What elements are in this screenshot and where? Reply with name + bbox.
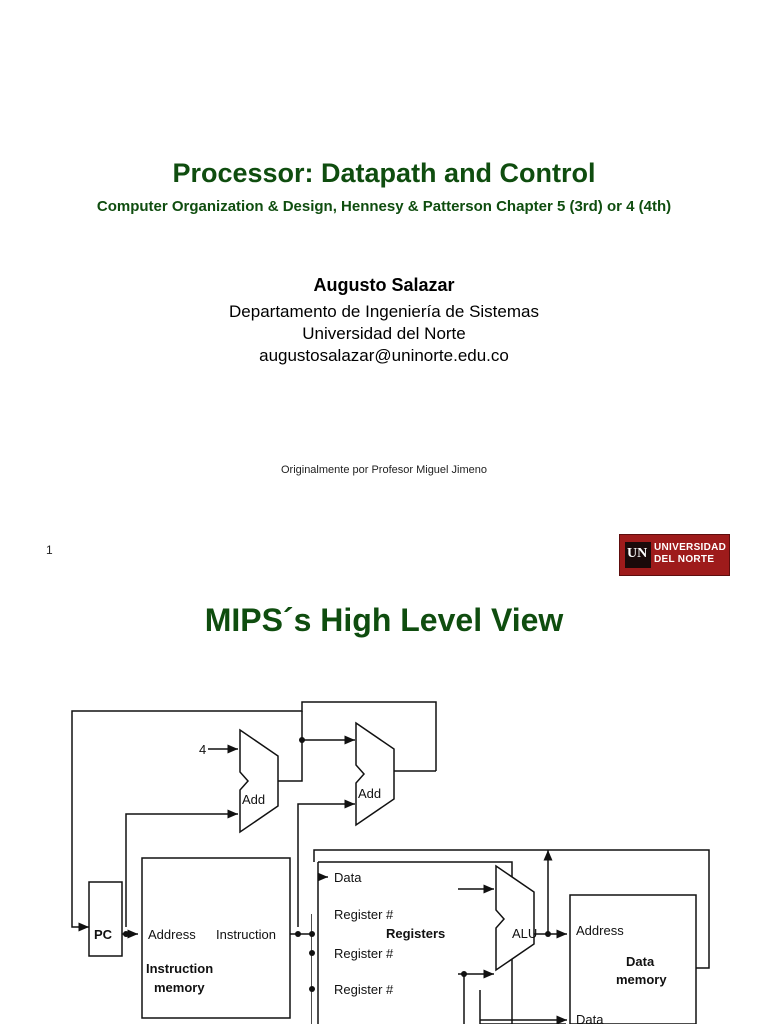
junction-6 — [309, 986, 315, 992]
department: Departamento de Ingeniería de Sistemas — [229, 302, 539, 321]
add2-label: Add — [358, 786, 382, 801]
university: Universidad del Norte — [302, 324, 466, 343]
dmem-title-line1: Data — [626, 954, 655, 969]
slide2-title: MIPS´s High Level View — [204, 602, 564, 638]
junction-3 — [295, 931, 301, 937]
junction-2 — [123, 931, 129, 937]
imem-instruction-label: Instruction — [216, 927, 276, 942]
junction-5 — [309, 950, 315, 956]
pc-box — [89, 882, 122, 956]
junction-1 — [299, 737, 305, 743]
registers-box — [312, 862, 512, 1024]
reg3-label: Register # — [334, 982, 394, 997]
registers-title: Registers — [386, 926, 446, 941]
university-logo — [619, 534, 730, 576]
junction-4 — [309, 931, 315, 937]
mips-datapath-diagram — [66, 692, 720, 1024]
email: augustosalazar@uninorte.edu.co — [259, 346, 509, 365]
pc-label: PC — [94, 927, 113, 942]
logo-line1: UNIVERSIDAD — [654, 542, 727, 553]
add1-label: Add — [242, 792, 266, 807]
imem-title-line2: memory — [154, 980, 205, 995]
constant-four-label: 4 — [199, 742, 207, 757]
logo-mark-text: UN — [627, 546, 648, 561]
dmem-data-label: Data — [576, 1012, 604, 1024]
credit-line: Originalmente por Profesor Miguel Jimeno — [280, 464, 488, 476]
slide-subtitle: Computer Organization & Design, Hennesy & Patterson Chapter 5 (3rd) or 4 (4th) — [96, 198, 672, 215]
alu-label: ALU — [512, 926, 538, 941]
page-number: 1 — [46, 543, 53, 557]
imem-title-line1: Instruction — [146, 961, 214, 976]
slide-title: Processor: Datapath and Control — [172, 158, 596, 188]
add1-shape — [240, 730, 278, 832]
dmem-address-label: Address — [576, 923, 624, 938]
add1-output-wire — [278, 740, 355, 781]
imem-address-label: Address — [148, 927, 196, 942]
junction-8 — [545, 931, 551, 937]
reg-data-label: Data — [334, 870, 362, 885]
junction-7 — [461, 971, 467, 977]
add2-shape — [356, 723, 394, 825]
logo-mark — [625, 542, 651, 568]
logo-line2: DEL NORTE — [654, 554, 715, 565]
instruction-bus — [290, 934, 312, 1024]
reg2-label: Register # — [334, 946, 394, 961]
logo-text — [654, 542, 726, 566]
dmem-title-line2: memory — [616, 972, 667, 987]
author-name: Augusto Salazar — [313, 275, 455, 295]
reg1-label: Register # — [334, 907, 394, 922]
